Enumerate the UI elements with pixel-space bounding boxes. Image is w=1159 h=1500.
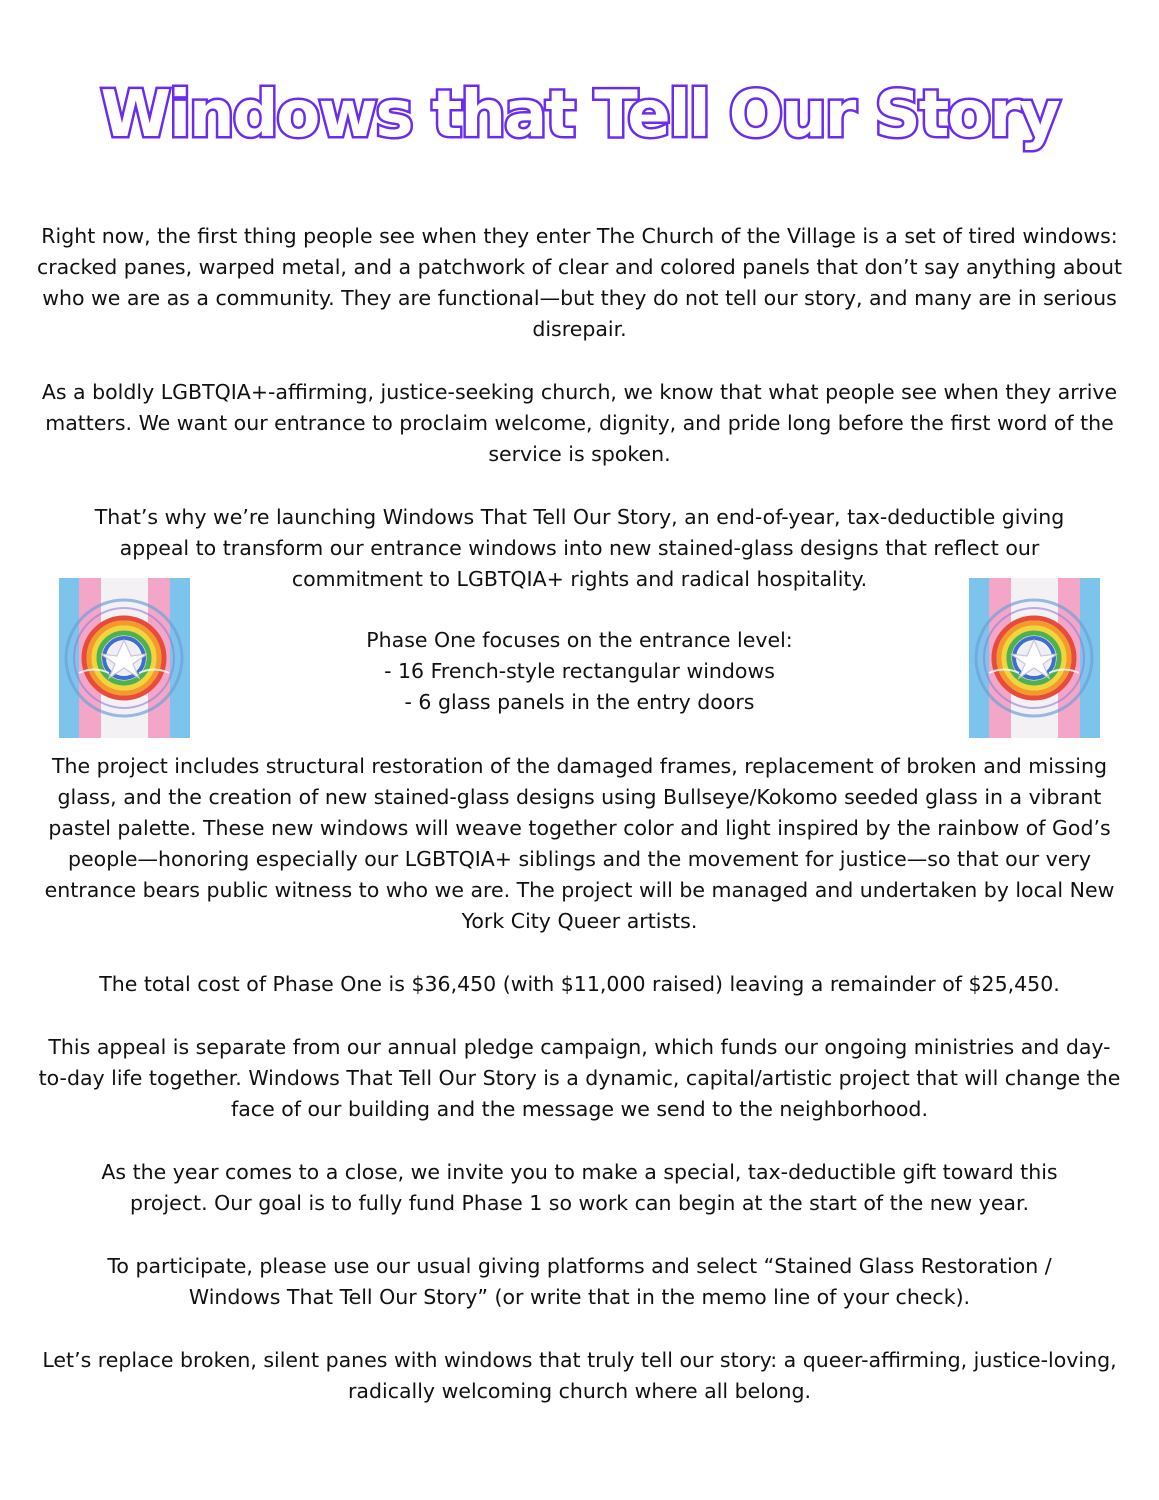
- launch-paragraph: That’s why we’re launching Windows That Tell Our Story, an end-of-year, tax-deductible giving appeal to transform our entrance windows into new stained-glass designs that reflect our commitment to LGBTQIA+ rights and radical hospitality.: [94, 505, 1065, 591]
- project-paragraph: The project includes structural restoration of the damaged frames, replacement of broken and missing glass, and the creation of new stained-glass designs using Bullseye/Kokomo seeded glass in a vibrant pastel palette. These new windows will weave together color and light inspired by the rainbow of God’s people—honoring especially our LGBTQIA+ siblings and the movement for justice—so that our very entrance bears public witness to who we are. The project will be managed and undertaken by local New York City Queer artists.: [44, 754, 1115, 933]
- closing-paragraph: Let’s replace broken, silent panes with windows that truly tell our story: a queer-affirming, justice-loving, radically welcoming church where all belong.: [42, 1348, 1117, 1403]
- phase-one-list: [250, 625, 909, 718]
- affirming-paragraph: As a boldly LGBTQIA+-affirming, justice-seeking church, we know that what people see when they arrive matters. We want our entrance to proclaim welcome, dignity, and pride long before the first word of the service is spoken.: [41, 380, 1118, 466]
- stained-glass-image-right: [969, 578, 1100, 738]
- participate-paragraph: To participate, please use our usual giving platforms and select “Stained Glass Restoration / Windows That Tell Our Story” (or write that in the memo line of your check).: [107, 1254, 1052, 1309]
- invite-paragraph: As the year comes to a close, we invite you to make a special, tax-deductible gift toward this project. Our goal is to fully fund Phase 1 so work can begin at the start of the new year.: [101, 1160, 1058, 1215]
- phase-item: - 6 glass panels in the entry doors: [404, 690, 755, 714]
- separate-paragraph: This appeal is separate from our annual pledge campaign, which funds our ongoing ministries and day-to-day life together. Windows That Tell Our Story is a dynamic, capital/artistic project that will change the face of our building and the message we send to the neighborhood.: [38, 1035, 1121, 1121]
- stained-glass-image-left: [59, 578, 190, 738]
- cost-paragraph: The total cost of Phase One is $36,450 (with $11,000 raised) leaving a remainder of $25,450.: [99, 972, 1060, 996]
- page-title: Windows that Tell Our Story: [100, 78, 1059, 152]
- phase-item: - 16 French-style rectangular windows: [384, 659, 775, 683]
- intro-paragraph: Right now, the first thing people see when they enter The Church of the Village is a set of tired windows: cracked panes, warped metal, and a patchwork of clear and colored panels that don’t say anything about who we are as a community. They are functional—but they do not tell our story, and many are in serious disrepair.: [36, 224, 1123, 341]
- phase-heading: Phase One focuses on the entrance level:: [366, 628, 793, 652]
